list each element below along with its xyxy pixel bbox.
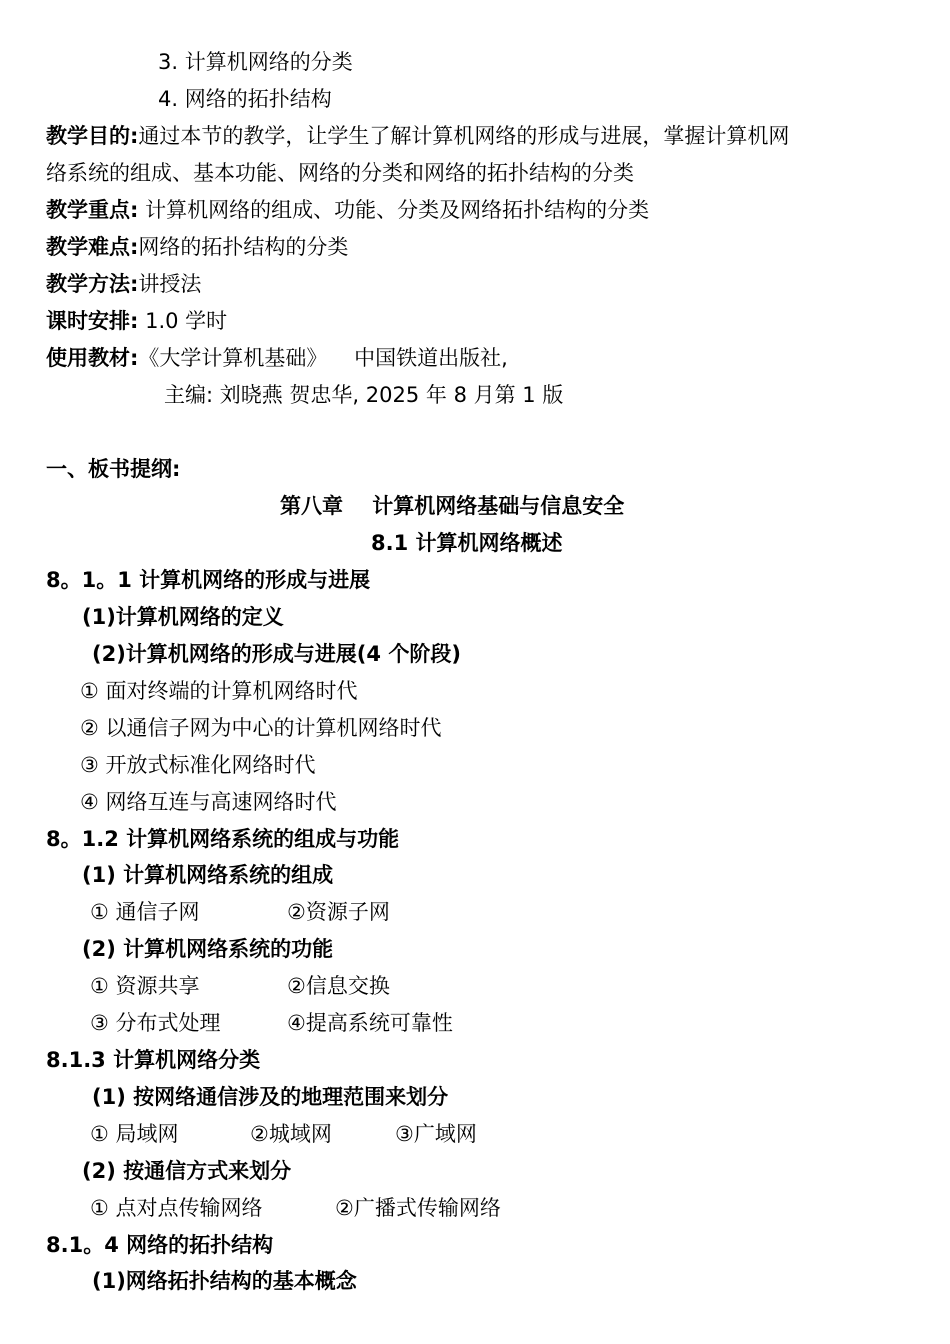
objective-text-1: 通过本节的教学，让学生了解计算机网络的形成与进展，掌握计算机网 — [138, 124, 790, 148]
objective-line-1 — [46, 122, 789, 150]
schedule-text: 1.0 学时 — [138, 309, 228, 333]
schedule-label: 课时安排: — [46, 309, 139, 333]
s812-function-1: ① 资源共享 — [90, 974, 200, 998]
intro-item-3: 3. 计算机网络的分类 — [158, 50, 353, 74]
s813-point-to-point: ① 点对点传输网络 — [90, 1196, 263, 1220]
s812-function-2: ②信息交换 — [287, 974, 390, 998]
s813-point-2: (2) 按通信方式来划分 — [82, 1159, 292, 1183]
s811-point-1: (1)计算机网络的定义 — [82, 605, 284, 629]
key-point-text: 计算机网络的组成、功能、分类及网络拓扑结构的分类 — [138, 198, 650, 222]
objective-label: 教学目的: — [46, 124, 139, 148]
section-title: 8.1 计算机网络概述 — [371, 531, 563, 555]
s811-stage-3: ③ 开放式标准化网络时代 — [80, 753, 316, 777]
textbook-label: 使用教材: — [46, 346, 139, 370]
objective-line-2: 络系统的组成、基本功能、网络的分类和网络的拓扑结构的分类 — [46, 161, 634, 185]
s813-point-1: (1) 按网络通信涉及的地理范围来划分 — [92, 1085, 449, 1109]
method-text: 讲授法 — [138, 272, 202, 296]
textbook-editors: 主编: 刘晓燕 贺忠华, 2025 年 8 月第 1 版 — [164, 383, 564, 407]
method-label: 教学方法: — [46, 272, 139, 296]
s813-broadcast: ②广播式传输网络 — [335, 1196, 501, 1220]
s813-heading: 8.1.3 计算机网络分类 — [46, 1048, 261, 1072]
key-point-label: 教学重点: — [46, 198, 139, 222]
schedule-line — [46, 307, 227, 335]
s811-heading: 8。1。1 计算机网络的形成与进展 — [46, 568, 371, 592]
s813-man: ②城域网 — [250, 1122, 332, 1146]
s813-lan: ① 局域网 — [90, 1122, 179, 1146]
s812-component-2: ②资源子网 — [287, 900, 390, 924]
difficulty-line — [46, 233, 348, 261]
s814-heading: 8.1。4 网络的拓扑结构 — [46, 1233, 274, 1257]
s812-function-4: ④提高系统可靠性 — [287, 1011, 453, 1035]
s811-stage-2: ② 以通信子网为中心的计算机网络时代 — [80, 716, 442, 740]
textbook-line — [46, 344, 508, 372]
s812-function-3: ③ 分布式处理 — [90, 1011, 221, 1035]
difficulty-label: 教学难点: — [46, 235, 139, 259]
key-point-line — [46, 196, 649, 224]
textbook-text: 《大学计算机基础》 中国铁道出版社, — [138, 346, 508, 370]
difficulty-text: 网络的拓扑结构的分类 — [138, 235, 349, 259]
s811-stage-4: ④ 网络互连与高速网络时代 — [80, 790, 337, 814]
s811-stage-1: ① 面对终端的计算机网络时代 — [80, 679, 358, 703]
s812-heading: 8。1.2 计算机网络系统的组成与功能 — [46, 827, 400, 851]
outline-heading: 一、板书提纲: — [46, 457, 181, 481]
s812-point-2: (2) 计算机网络系统的功能 — [82, 937, 334, 961]
s812-point-1: (1) 计算机网络系统的组成 — [82, 863, 334, 887]
method-line — [46, 270, 201, 298]
intro-item-4: 4. 网络的拓扑结构 — [158, 87, 332, 111]
s813-wan: ③广域网 — [395, 1122, 477, 1146]
s811-point-2: (2)计算机网络的形成与进展(4 个阶段) — [92, 642, 461, 666]
s812-component-1: ① 通信子网 — [90, 900, 200, 924]
chapter-title: 第八章 计算机网络基础与信息安全 — [280, 494, 625, 518]
s814-point-1: (1)网络拓扑结构的基本概念 — [92, 1269, 357, 1293]
